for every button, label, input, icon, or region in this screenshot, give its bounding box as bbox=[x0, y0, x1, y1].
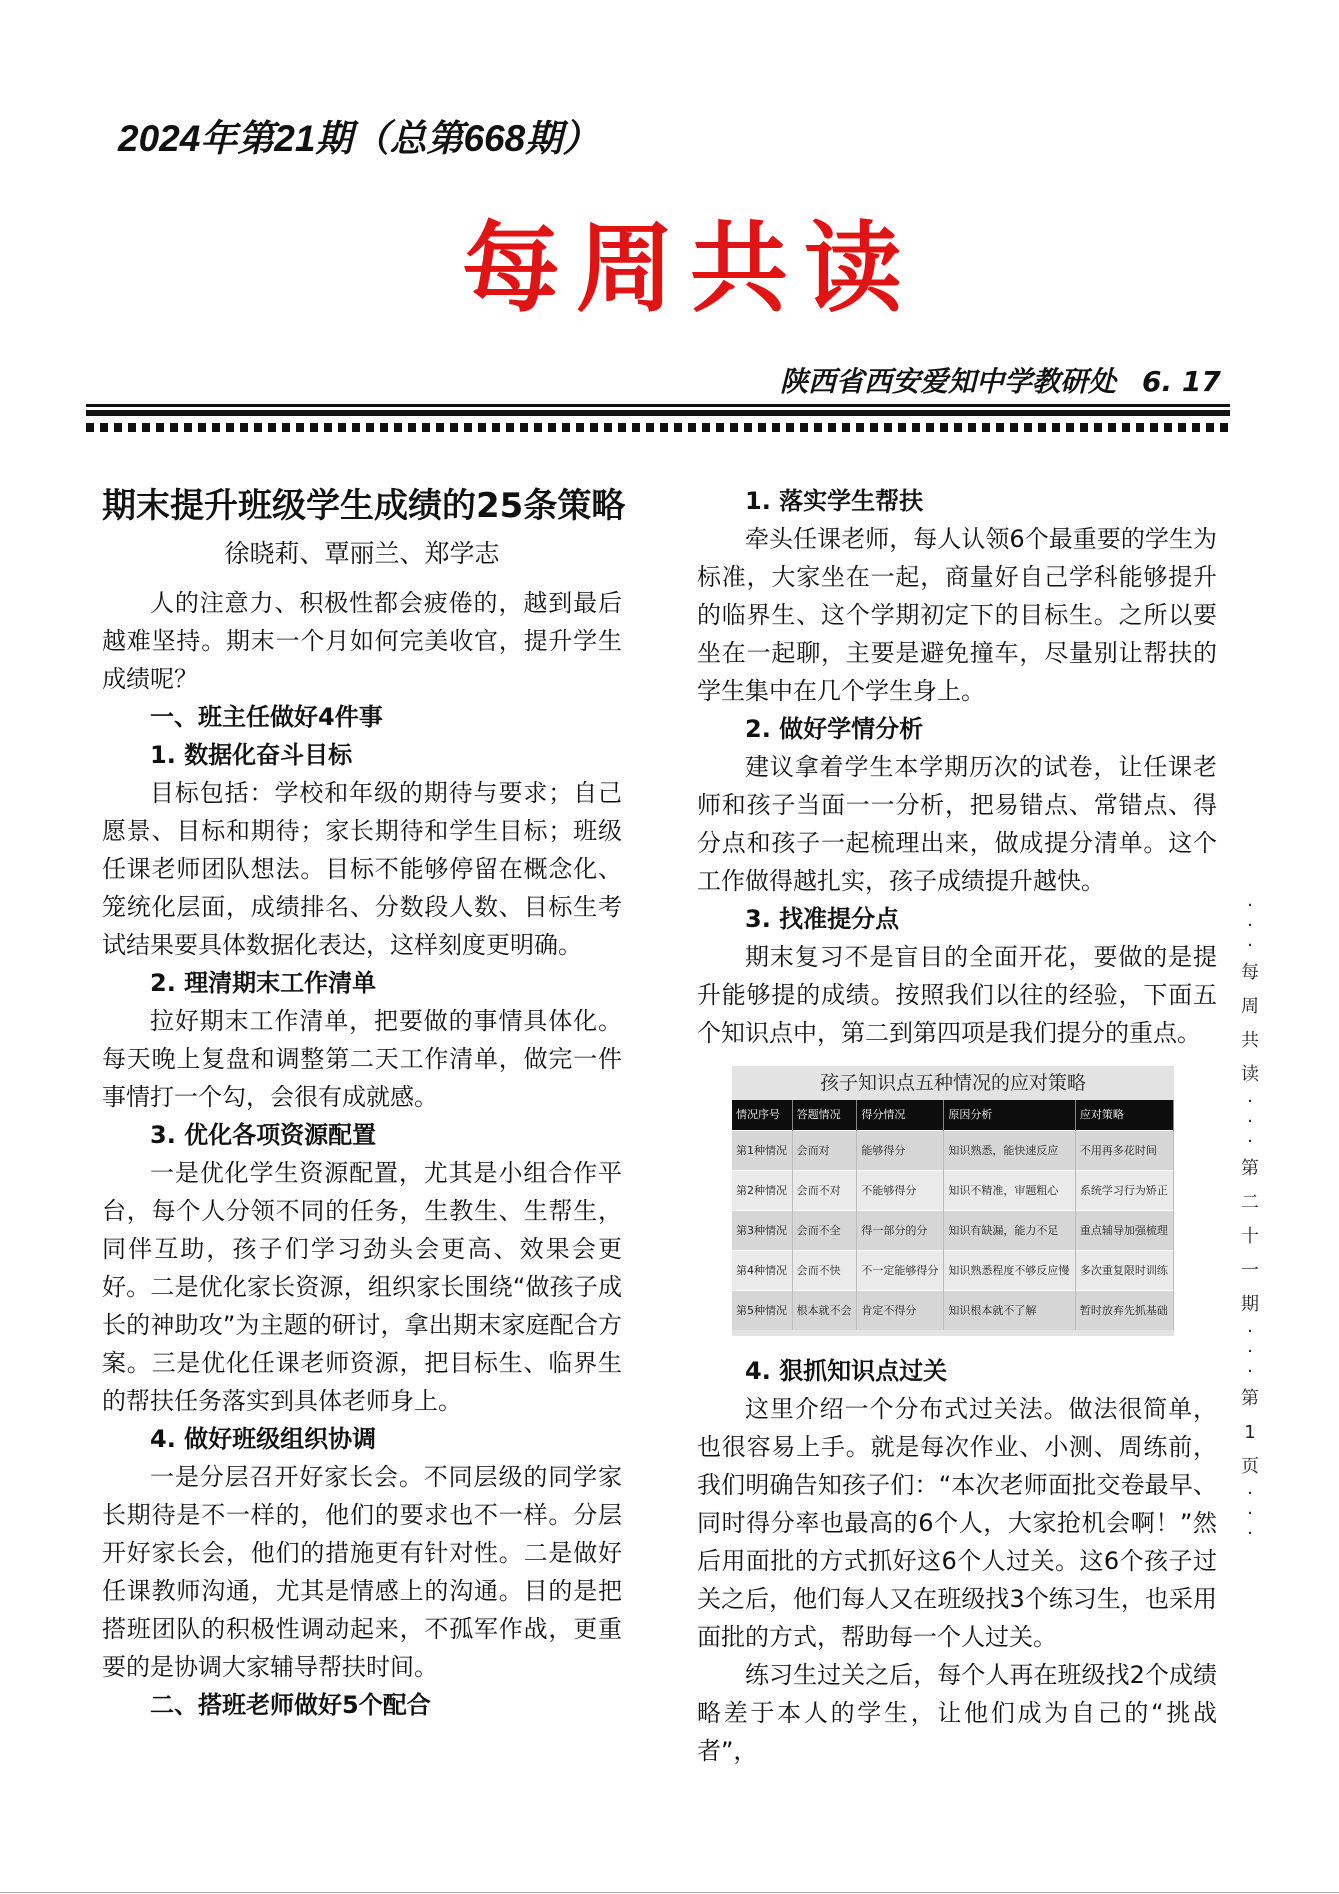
strategy-table bbox=[732, 1100, 1174, 1330]
article-title: 期末提升班级学生成绩的25条策略 bbox=[102, 486, 626, 526]
table-header-cell: 应对策略 bbox=[1075, 1100, 1173, 1131]
body-paragraph: 一是优化学生资源配置，尤其是小组合作平台，每个人分领不同的任务，生教生、生帮生，同伴互助，孩子们学习劲头会更高、效果会更好。二是优化家长资源，组织家长围绕“做孩子成长的神助攻”为主题的研讨，拿出期末家庭配合方案。三是优化任课老师资源，把目标生、临界生的帮扶任务落实到具体老师身上。 bbox=[102, 1159, 622, 1415]
right-column bbox=[697, 482, 1217, 1770]
table-header-cell: 得分情况 bbox=[857, 1100, 944, 1131]
side-char: 周 bbox=[1241, 996, 1259, 1017]
subsection-heading: 2. 做好学情分析 bbox=[745, 715, 924, 743]
body-paragraph: 牵头任课老师，每人认领6个最重要的学生为标准，大家坐在一起，商量好自己学科能够提升的临界生、这个学期初定下的目标生。之所以要坐在一起聊，主要是避免撞车，尽量别让帮扶的学生集中在几个学生身上。 bbox=[697, 525, 1217, 705]
publisher-line bbox=[780, 360, 1221, 400]
body-paragraph: 目标包括：学校和年级的期待与要求；自己愿景、目标和期待；家长期待和学生目标；班级任课老师团队想法。目标不能够停留在概念化、笼统化层面，成绩排名、分数段人数、目标生考试结果要具体数据化表达，这样刻度更明确。 bbox=[102, 779, 622, 959]
header-rule-thick bbox=[86, 410, 1230, 416]
section-heading: 二、搭班老师做好5个配合 bbox=[150, 1691, 431, 1719]
side-dot: · bbox=[1247, 1483, 1253, 1504]
table-cell: 重点辅导加强梳理 bbox=[1075, 1211, 1173, 1251]
body-paragraph: 一是分层召开好家长会。不同层级的同学家长期待是不一样的，他们的要求也不一样。分层开好家长会，他们的措施更有针对性。二是做好任课教师沟通，尤其是情感上的沟通。目的是把搭班团队的积极性调动起来，不孤军作战，更重要的是协调大家辅导帮扶时间。 bbox=[102, 1463, 622, 1681]
table-cell: 第3种情况 bbox=[732, 1211, 792, 1251]
table-cell: 会而不快 bbox=[792, 1251, 857, 1291]
subsection-heading: 4. 狠抓知识点过关 bbox=[745, 1357, 948, 1385]
table-cell: 第2种情况 bbox=[732, 1171, 792, 1211]
table-cell: 能够得分 bbox=[857, 1131, 944, 1171]
side-dot: · bbox=[1247, 1111, 1253, 1132]
table-cell: 第5种情况 bbox=[732, 1291, 792, 1331]
left-column bbox=[102, 482, 626, 1724]
body-paragraph: 练习生过关之后，每个人再在班级找2个成绩略差于本人的学生，让他们成为自己的“挑战者”， bbox=[697, 1661, 1217, 1765]
table-cell: 得一部分的分 bbox=[857, 1211, 944, 1251]
table-cell: 会而不对 bbox=[792, 1171, 857, 1211]
table-cell: 知识熟悉程度不够反应慢 bbox=[944, 1251, 1075, 1291]
table-cell: 知识根本就不了解 bbox=[944, 1291, 1075, 1331]
strategy-table-figure bbox=[732, 1066, 1174, 1336]
side-char: 一 bbox=[1241, 1260, 1259, 1281]
side-dot: · bbox=[1247, 915, 1253, 936]
side-dot: · bbox=[1247, 1091, 1253, 1112]
side-dot: · bbox=[1247, 1503, 1253, 1524]
subsection-heading: 4. 做好班级组织协调 bbox=[150, 1425, 377, 1453]
side-char: 十 bbox=[1241, 1226, 1259, 1247]
subsection-heading: 1. 数据化奋斗目标 bbox=[150, 741, 353, 769]
header-rule-thin bbox=[86, 404, 1230, 407]
issue-number: 2024年第21期（总第668期） bbox=[118, 118, 600, 159]
side-char: 第 bbox=[1241, 1388, 1259, 1409]
body-paragraph: 期末复习不是盲目的全面开花，要做的是提升能够提的成绩。按照我们以往的经验，下面五个知识点中，第二到第四项是我们提分的重点。 bbox=[697, 943, 1217, 1047]
table-cell: 肯定不得分 bbox=[857, 1291, 944, 1331]
side-dot: · bbox=[1247, 1523, 1253, 1544]
publisher-name: 陕西省西安爱知中学教研处 bbox=[780, 365, 1117, 398]
masthead-title: 每周共读 bbox=[462, 211, 919, 326]
article-authors: 徐晓莉、覃丽兰、郑学志 bbox=[224, 539, 500, 568]
table-cell: 根本就不会 bbox=[792, 1291, 857, 1331]
table-row bbox=[732, 1251, 1174, 1291]
side-char: 页 bbox=[1241, 1456, 1259, 1477]
table-row bbox=[732, 1211, 1174, 1251]
side-dot: · bbox=[1247, 1131, 1253, 1152]
table-row bbox=[732, 1171, 1174, 1211]
side-dot: · bbox=[1247, 1321, 1253, 1342]
body-paragraph: 建议拿着学生本学期历次的试卷，让任课老师和孩子当面一一分析，把易错点、常错点、得分点和孩子一起梳理出来，做成提分清单。这个工作做得越扎实，孩子成绩提升越快。 bbox=[697, 753, 1217, 895]
side-char: 读 bbox=[1241, 1064, 1259, 1085]
side-margin-label bbox=[1240, 896, 1260, 1544]
table-cell: 不用再多花时间 bbox=[1075, 1131, 1173, 1171]
section-heading: 一、班主任做好4件事 bbox=[150, 703, 383, 731]
table-cell: 会而不全 bbox=[792, 1211, 857, 1251]
table-row bbox=[732, 1131, 1174, 1171]
table-cell: 不一定能够得分 bbox=[857, 1251, 944, 1291]
table-header-cell: 答题情况 bbox=[792, 1100, 857, 1131]
table-cell: 系统学习行为矫正 bbox=[1075, 1171, 1173, 1211]
table-caption: 孩子知识点五种情况的应对策略 bbox=[819, 1072, 1086, 1094]
side-dot: · bbox=[1247, 1341, 1253, 1362]
subsection-heading: 2. 理清期末工作清单 bbox=[150, 969, 377, 997]
side-char: 期 bbox=[1241, 1294, 1259, 1315]
subsection-heading: 3. 找准提分点 bbox=[745, 905, 900, 933]
table-header-row bbox=[732, 1100, 1174, 1131]
side-dot: · bbox=[1247, 1361, 1253, 1382]
header-rule-dotted bbox=[86, 423, 1230, 432]
side-dot: · bbox=[1247, 935, 1253, 956]
intro-paragraph: 人的注意力、积极性都会疲倦的，越到最后越难坚持。期末一个月如何完美收官，提升学生成绩呢？ bbox=[102, 589, 622, 693]
table-cell: 知识有缺漏，能力不足 bbox=[944, 1211, 1075, 1251]
table-cell: 知识不精准，审题粗心 bbox=[944, 1171, 1075, 1211]
table-cell: 第1种情况 bbox=[732, 1131, 792, 1171]
subsection-heading: 3. 优化各项资源配置 bbox=[150, 1121, 377, 1149]
side-char: 二 bbox=[1241, 1192, 1259, 1213]
body-paragraph: 这里介绍一个分布式过关法。做法很简单，也很容易上手。就是每次作业、小测、周练前，我们明确告知孩子们：“本次老师面批交卷最早、同时得分率也最高的6个人，大家抢机会啊！”然后用面批的方式抓好这6个人过关。这6个孩子过关之后，他们每人又在班级找3个练习生，也采用面批的方式，帮助每一个人过关。 bbox=[697, 1395, 1217, 1651]
table-cell: 会而对 bbox=[792, 1131, 857, 1171]
page-bottom-edge bbox=[0, 1892, 1339, 1893]
table-header-cell: 原因分析 bbox=[944, 1100, 1075, 1131]
table-cell: 不能够得分 bbox=[857, 1171, 944, 1211]
side-char: 每 bbox=[1241, 962, 1259, 983]
body-paragraph: 拉好期末工作清单，把要做的事情具体化。每天晚上复盘和调整第二天工作清单，做完一件事情打一个勾，会很有成就感。 bbox=[102, 1007, 622, 1111]
side-char: 第 bbox=[1241, 1158, 1259, 1179]
table-row bbox=[732, 1291, 1174, 1331]
table-header-cell: 情况序号 bbox=[732, 1100, 792, 1131]
side-dot: · bbox=[1247, 895, 1253, 916]
side-char: 1 bbox=[1244, 1422, 1256, 1443]
subsection-heading: 1. 落实学生帮扶 bbox=[745, 487, 924, 515]
table-cell: 第4种情况 bbox=[732, 1251, 792, 1291]
issue-date: 6. 17 bbox=[1142, 365, 1221, 398]
table-cell: 暂时放弃先抓基础 bbox=[1075, 1291, 1173, 1331]
table-cell: 多次重复限时训练 bbox=[1075, 1251, 1173, 1291]
table-cell: 知识熟悉，能快速反应 bbox=[944, 1131, 1075, 1171]
side-char: 共 bbox=[1241, 1030, 1259, 1051]
